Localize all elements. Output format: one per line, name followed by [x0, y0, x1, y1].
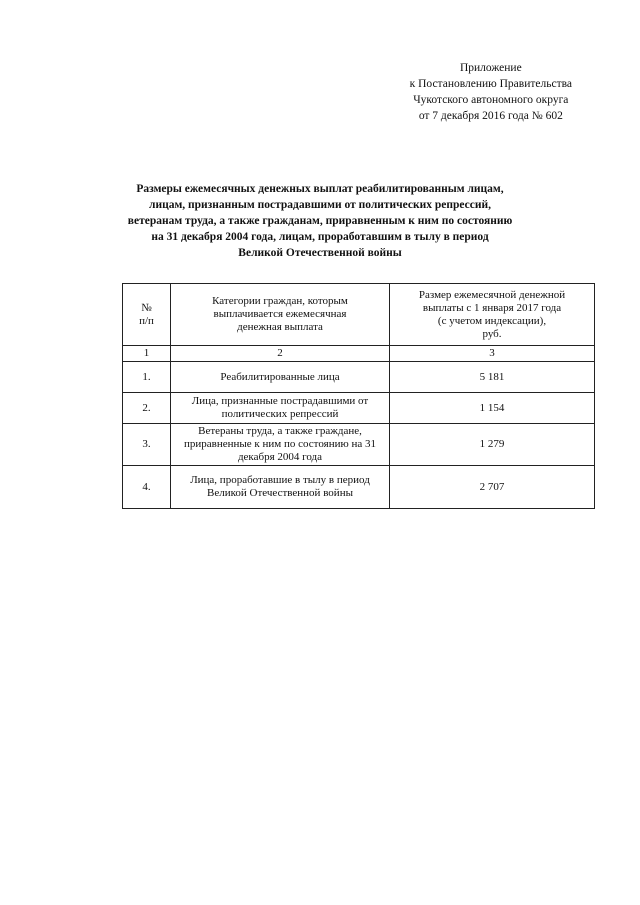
row-amount: 1 154 [390, 393, 595, 424]
title-line: Великой Отечественной войны [238, 247, 402, 259]
row-category: Лица, признанные пострадавшими от политических репрессий [171, 393, 390, 424]
title-line: лицам, признанным пострадавшими от политических репрессий, [149, 199, 491, 211]
column-index-row [123, 346, 595, 362]
row-number: 2. [123, 393, 171, 424]
appendix-line: Приложение [459, 62, 522, 74]
column-index-cell: 1 [123, 346, 171, 362]
table-row [123, 424, 595, 466]
column-index-cell: 2 [171, 346, 390, 362]
row-number: 3. [123, 424, 171, 466]
appendix-line: к Постановлению Правительства [409, 78, 572, 90]
table-row [123, 393, 595, 424]
row-category: Ветераны труда, а также граждане, приравненные к ним по состоянию на 31 декабря 2004 года [171, 424, 390, 466]
appendix-line: Чукотского автономного округа [413, 94, 569, 106]
header-number: № п/п [123, 284, 171, 346]
document-title [100, 181, 540, 261]
appendix-line: от 7 декабря 2016 года № 602 [418, 110, 563, 122]
title-line: на 31 декабря 2004 года, лицам, проработавшим в тылу в период [151, 231, 489, 243]
header-amount: Размер ежемесячной денежной выплаты с 1 января 2017 года (с учетом индексации), руб. [390, 284, 595, 346]
title-line: ветеранам труда, а также гражданам, приравненным к ним по состоянию [127, 215, 513, 227]
payments-table [122, 283, 595, 509]
table-row [123, 362, 595, 393]
row-amount: 2 707 [390, 466, 595, 509]
row-amount: 5 181 [390, 362, 595, 393]
row-number: 4. [123, 466, 171, 509]
row-category: Лица, проработавшие в тылу в период Великой Отечественной войны [171, 466, 390, 509]
row-number: 1. [123, 362, 171, 393]
column-index-cell: 3 [390, 346, 595, 362]
appendix-block [410, 60, 572, 124]
row-category: Реабилитированные лица [171, 362, 390, 393]
title-line: Размеры ежемесячных денежных выплат реабилитированным лицам, [136, 183, 504, 195]
header-category: Категории граждан, которым выплачивается ежемесячная денежная выплата [171, 284, 390, 346]
table-row [123, 466, 595, 509]
row-amount: 1 279 [390, 424, 595, 466]
table-header-row [123, 284, 595, 346]
